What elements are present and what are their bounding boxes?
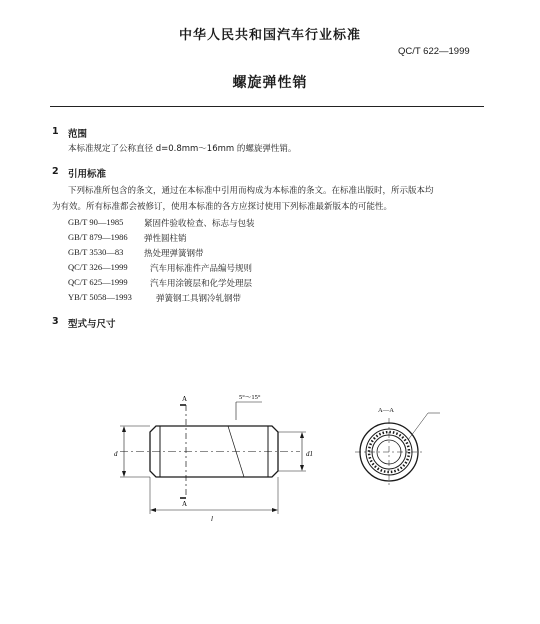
section-2-number: 2	[52, 166, 59, 177]
diameter-label: d	[114, 450, 118, 458]
section-1-text: 本标准规定了公称直径 d=0.8mm～16mm 的螺旋弹性销。	[68, 144, 297, 154]
pin-section-view	[355, 413, 440, 486]
section-marker-top: A	[182, 395, 188, 403]
document-title: 螺旋弹性销	[232, 75, 308, 91]
reference-code: QC/T 625—1999	[68, 277, 128, 287]
standard-code: QC/T 622—1999	[398, 46, 470, 57]
section-marker-bottom: A	[182, 500, 188, 508]
reference-title: 紧固件验收检查、标志与包装	[144, 219, 255, 229]
reference-code: GB/T 879—1986	[68, 232, 128, 242]
standard-title: 中华人民共和国汽车行业标准	[178, 28, 361, 43]
reference-item	[68, 247, 488, 261]
section-1-heading: 范围	[68, 129, 88, 140]
reference-item	[68, 292, 488, 306]
spring-pin-drawing	[0, 380, 540, 530]
title-divider	[50, 106, 484, 107]
chamfer-diameter-label: d1	[306, 450, 313, 458]
dimension-arrows	[122, 426, 304, 512]
reference-title: 弹性圆柱销	[144, 234, 187, 244]
angle-label: 5°～15°	[239, 394, 261, 401]
reference-item	[68, 277, 488, 291]
pin-side-view	[120, 402, 306, 514]
section-3-number: 3	[52, 316, 59, 327]
reference-title: 热处理弹簧钢带	[144, 249, 204, 259]
length-label: l	[211, 515, 213, 523]
reference-item	[68, 232, 488, 246]
section-3-heading: 型式与尺寸	[68, 319, 116, 330]
section-2-text-line2: 为有效。所有标准都会被修订，使用本标准的各方应探讨使用下列标准最新版本的可能性。	[52, 202, 393, 212]
reference-title: 汽车用涂镀层和化学处理层	[150, 279, 253, 289]
reference-item	[68, 262, 488, 276]
reference-title: 弹簧钢工具钢冷轧钢带	[156, 294, 242, 304]
section-view-label: A—A	[378, 407, 394, 414]
reference-code: GB/T 3530—83	[68, 247, 124, 257]
reference-code: GB/T 90—1985	[68, 217, 124, 227]
section-2-text-line1: 下列标准所包含的条文，通过在本标准中引用而构成为本标准的条文。在标准出版时，所示版本均	[68, 186, 434, 196]
reference-code: YB/T 5058—1993	[68, 292, 132, 302]
section-1-number: 1	[52, 126, 59, 137]
reference-item	[68, 217, 488, 231]
section-2-heading: 引用标准	[68, 169, 107, 180]
reference-code: QC/T 326—1999	[68, 262, 128, 272]
reference-title: 汽车用标准件产品编号规则	[150, 264, 253, 274]
